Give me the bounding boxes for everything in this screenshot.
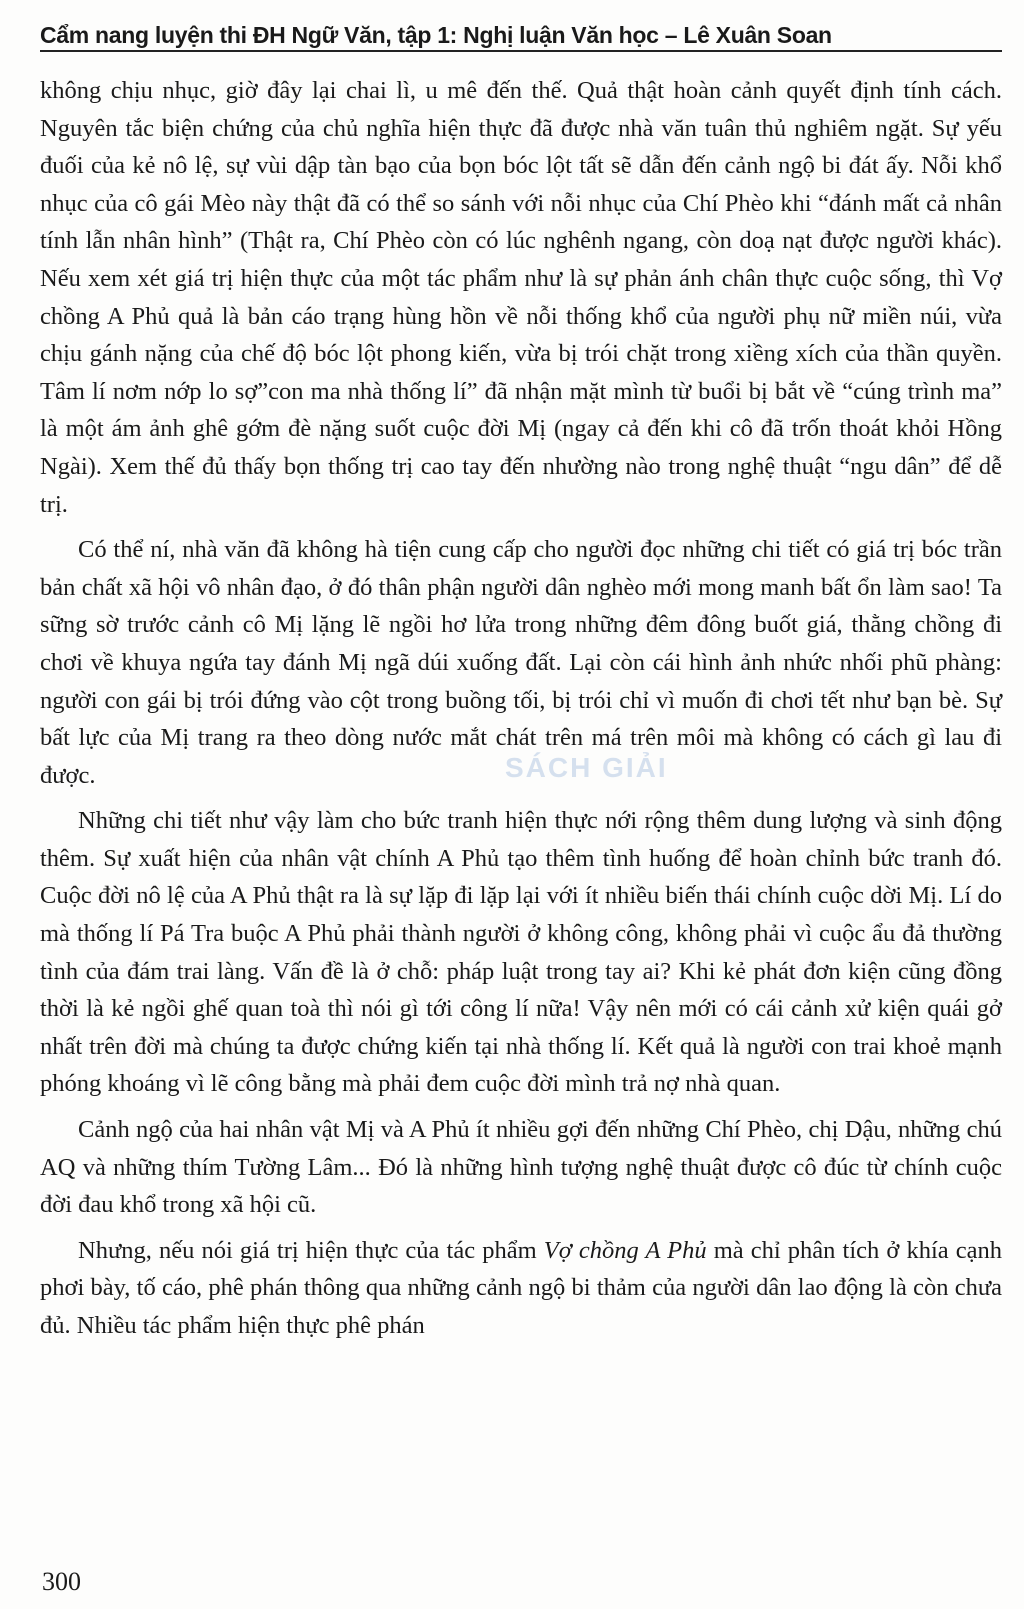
header-rule — [40, 50, 1002, 52]
page-number: 300 — [42, 1567, 81, 1596]
paragraph-5-rest: mà chỉ phân tích ở khía cạnh phơi bày, tố cáo, phê phán thông qua những cảnh ngộ bi thảm của người dân lao động là còn chưa đủ. Nhiều tác phẩm hiện thực phê phán — [40, 1236, 1002, 1339]
running-header: Cẩm nang luyện thi ĐH Ngữ Văn, tập 1: Nghị luận Văn học – Lê Xuân Soan — [40, 22, 832, 48]
paragraph-4: Cảnh ngộ của hai nhân vật Mị và A Phủ ít nhiều gợi đến những Chí Phèo, chị Dậu, những chú AQ và những thím Tường Lâm... Đó là những hình tượng nghệ thuật được cô đúc từ chính cuộc đời đau khổ trong xã hội cũ. — [40, 1116, 1002, 1219]
paragraph-5 — [40, 1232, 1002, 1345]
paragraph-1: không chịu nhục, giờ đây lại chai lì, u mê đến thế. Quả thật hoàn cảnh quyết định tính cách. Nguyên tắc biện chứng của chủ nghĩa hiện thực đã được nhà văn tuân thủ nghiêm ngặt. Sự yếu đuối của kẻ nô lệ, sự vùi dập tàn bạo của bọn bóc lột tất sẽ dẫn đến cảnh ngộ bi đát ấy. Nỗi khổ nhục của cô gái Mèo này thật đã có thể so sánh với nỗi nhục của Chí Phèo khi “đánh mất cả nhân tính lẫn nhân hình” (Thật ra, Chí Phèo còn có lúc nghênh ngang, còn doạ nạt được người khác). Nếu xem xét giá trị hiện thực của một tác phẩm như là sự phản ánh chân thực cuộc sống, thì Vợ chồng A Phủ quả là bản cáo trạng hùng hồn về nỗi thống khổ của người phụ nữ miền núi, vừa chịu gánh nặng của chế độ bóc lột phong kiến, vừa bị trói chặt trong xiềng xích của thần quyền. Tâm lí nơm nớp lo sợ”con ma nhà thống lí” đã nhận mặt mình từ buổi bị bắt về “cúng trình ma” là một ám ảnh ghê gớm đè nặng suốt cuộc đời Mị (ngay cả đến khi cô đã trốn thoát khỏi Hồng Ngài). Xem thế đủ thấy bọn thống trị cao tay đến nhường nào trong nghệ thuật “ngu dân” để dễ trị. — [40, 77, 1002, 518]
body-text — [40, 72, 1002, 1353]
paragraph-5-lead: Nhưng, nếu nói giá trị hiện thực của tác phẩm — [78, 1236, 544, 1264]
watermark-logo: SÁCH GIẢI — [505, 752, 668, 783]
paragraph-2: Có thể ní, nhà văn đã không hà tiện cung cấp cho người đọc những chi tiết có giá trị bóc trần bản chất xã hội vô nhân đạo, ở đó thân phận người dân nghèo mới mong manh bất ổn làm sao! Ta sững sờ trước cảnh cô Mị lặng lẽ ngồi hơ lửa trong những đêm đông buốt giá, thằng chồng đi chơi về khuya ngứa tay đánh Mị ngã dúi xuống đất. Lại còn cái hình ảnh nhức nhối phũ phàng: người con gái bị trói đứng vào cột trong buồng tối, bị trói chỉ vì muốn đi chơi tết như bạn bè. Sự bất lực của Mị trang ra theo dòng nước mắt chát trên má trên môi mà không có cách gì lau đi được. — [40, 536, 1002, 789]
paragraph-3: Những chi tiết như vậy làm cho bức tranh hiện thực nới rộng thêm dung lượng và sinh động thêm. Sự xuất hiện của nhân vật chính A Phủ tạo thêm tình huống để hoàn chỉnh bức tranh đó. Cuộc đời nô lệ của A Phủ thật ra là sự lặp đi lặp lại với ít nhiều biến thái chính cuộc dời Mị. Lí do mà thống lí Pá Tra buộc A Phủ phải thành người ở không công, không phải vì cuộc ẩu đả thường tình của đám trai làng. Vấn đề là ở chỗ: pháp luật trong tay ai? Khi kẻ phát đơn kiện cũng đồng thời là kẻ ngồi ghế quan toà thì nói gì tới công lí nữa! Vậy nên mới có cái cảnh xử kiện quái gở nhất trên đời mà chúng ta được chứng kiến tại nhà thống lí. Kết quả là người con trai khoẻ mạnh phóng khoáng vì lẽ công bằng mà phải đem cuộc đời mình trả nợ nhà quan. — [40, 807, 1002, 1098]
work-title: Vợ chồng A Phủ — [543, 1236, 707, 1264]
